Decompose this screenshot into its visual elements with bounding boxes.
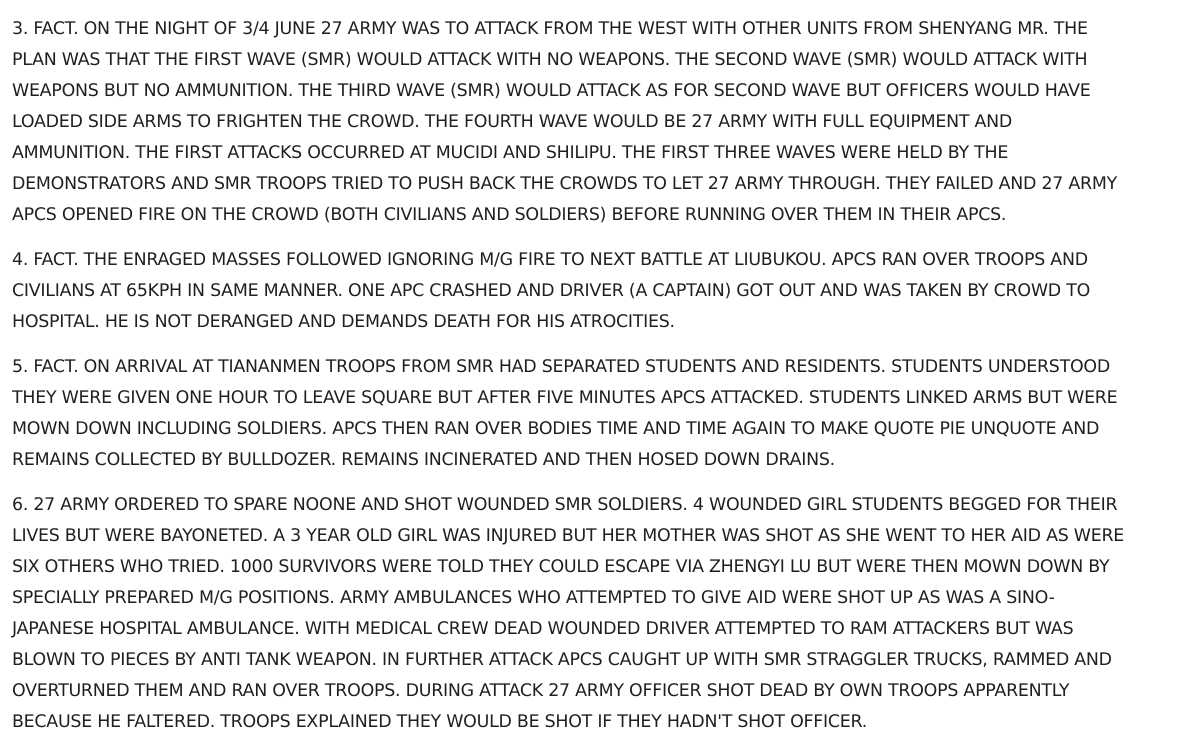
text-line: AMMUNITION. THE FIRST ATTACKS OCCURRED AT MUCIDI AND SHILIPU. THE FIRST THREE WAVES WERE HELD BY THE: [12, 143, 1009, 163]
text-line: LIVES BUT WERE BAYONETED. A 3 YEAR OLD GIRL WAS INJURED BUT HER MOTHER WAS SHOT AS SHE WENT TO HER AID AS WERE: [12, 526, 1125, 546]
text-line: 5. FACT. ON ARRIVAL AT TIANANMEN TROOPS FROM SMR HAD SEPARATED STUDENTS AND RESIDENTS. STUDENTS UNDERSTOOD: [12, 357, 1110, 377]
text-line: REMAINS COLLECTED BY BULLDOZER. REMAINS INCINERATED AND THEN HOSED DOWN DRAINS.: [12, 450, 835, 470]
paragraph-4: [12, 245, 1182, 338]
text-line: LOADED SIDE ARMS TO FRIGHTEN THE CROWD. THE FOURTH WAVE WOULD BE 27 ARMY WITH FULL EQUIPMENT AND: [12, 112, 1013, 132]
text-line: THEY WERE GIVEN ONE HOUR TO LEAVE SQUARE BUT AFTER FIVE MINUTES APCS ATTACKED. STUDENTS LINKED ARMS BUT WERE: [12, 388, 1118, 408]
text-line: JAPANESE HOSPITAL AMBULANCE. WITH MEDICAL CREW DEAD WOUNDED DRIVER ATTEMPTED TO RAM ATTACKERS BUT WAS: [12, 619, 1074, 639]
text-line: MOWN DOWN INCLUDING SOLDIERS. APCS THEN RAN OVER BODIES TIME AND TIME AGAIN TO MAKE QUOTE PIE UNQUOTE AND: [12, 419, 1100, 439]
text-line: BECAUSE HE FALTERED. TROOPS EXPLAINED THEY WOULD BE SHOT IF THEY HADN'T SHOT OFFICER.: [12, 712, 868, 732]
paragraph-5: [12, 352, 1182, 476]
text-line: SIX OTHERS WHO TRIED. 1000 SURVIVORS WERE TOLD THEY COULD ESCAPE VIA ZHENGYI LU BUT WERE THEN MOWN DOWN BY: [12, 557, 1110, 577]
paragraph-3: [12, 14, 1182, 231]
text-line: CIVILIANS AT 65KPH IN SAME MANNER. ONE APC CRASHED AND DRIVER (A CAPTAIN) GOT OUT AND WAS TAKEN BY CROWD TO: [12, 281, 1091, 301]
text-line: OVERTURNED THEM AND RAN OVER TROOPS. DURING ATTACK 27 ARMY OFFICER SHOT DEAD BY OWN TROOPS APPARENTLY: [12, 681, 1070, 701]
text-line: DEMONSTRATORS AND SMR TROOPS TRIED TO PUSH BACK THE CROWDS TO LET 27 ARMY THROUGH. THEY FAILED AND 27 ARMY: [12, 174, 1117, 194]
paragraph-6: [12, 490, 1182, 738]
text-line: WEAPONS BUT NO AMMUNITION. THE THIRD WAVE (SMR) WOULD ATTACK AS FOR SECOND WAVE BUT OFFICERS WOULD HAVE: [12, 81, 1091, 101]
text-line: HOSPITAL. HE IS NOT DERANGED AND DEMANDS DEATH FOR HIS ATROCITIES.: [12, 312, 675, 332]
text-line: 6. 27 ARMY ORDERED TO SPARE NOONE AND SHOT WOUNDED SMR SOLDIERS. 4 WOUNDED GIRL STUDENTS BEGGED FOR THEIR: [12, 495, 1118, 515]
text-line: SPECIALLY PREPARED M/G POSITIONS. ARMY AMBULANCES WHO ATTEMPTED TO GIVE AID WERE SHOT UP AS WAS A SINO-: [12, 588, 1055, 608]
text-line: APCS OPENED FIRE ON THE CROWD (BOTH CIVILIANS AND SOLDIERS) BEFORE RUNNING OVER THEM IN THEIR APCS.: [12, 205, 1007, 225]
text-line: 3. FACT. ON THE NIGHT OF 3/4 JUNE 27 ARMY WAS TO ATTACK FROM THE WEST WITH OTHER UNITS FROM SHENYANG MR. THE: [12, 19, 1088, 39]
text-line: 4. FACT. THE ENRAGED MASSES FOLLOWED IGNORING M/G FIRE TO NEXT BATTLE AT LIUBUKOU. APCS RAN OVER TROOPS AND: [12, 250, 1088, 270]
text-line: BLOWN TO PIECES BY ANTI TANK WEAPON. IN FURTHER ATTACK APCS CAUGHT UP WITH SMR STRAGGLER TRUCKS, RAMMED AND: [12, 650, 1112, 670]
text-line: PLAN WAS THAT THE FIRST WAVE (SMR) WOULD ATTACK WITH NO WEAPONS. THE SECOND WAVE (SMR) WOULD ATTACK WITH: [12, 50, 1088, 70]
